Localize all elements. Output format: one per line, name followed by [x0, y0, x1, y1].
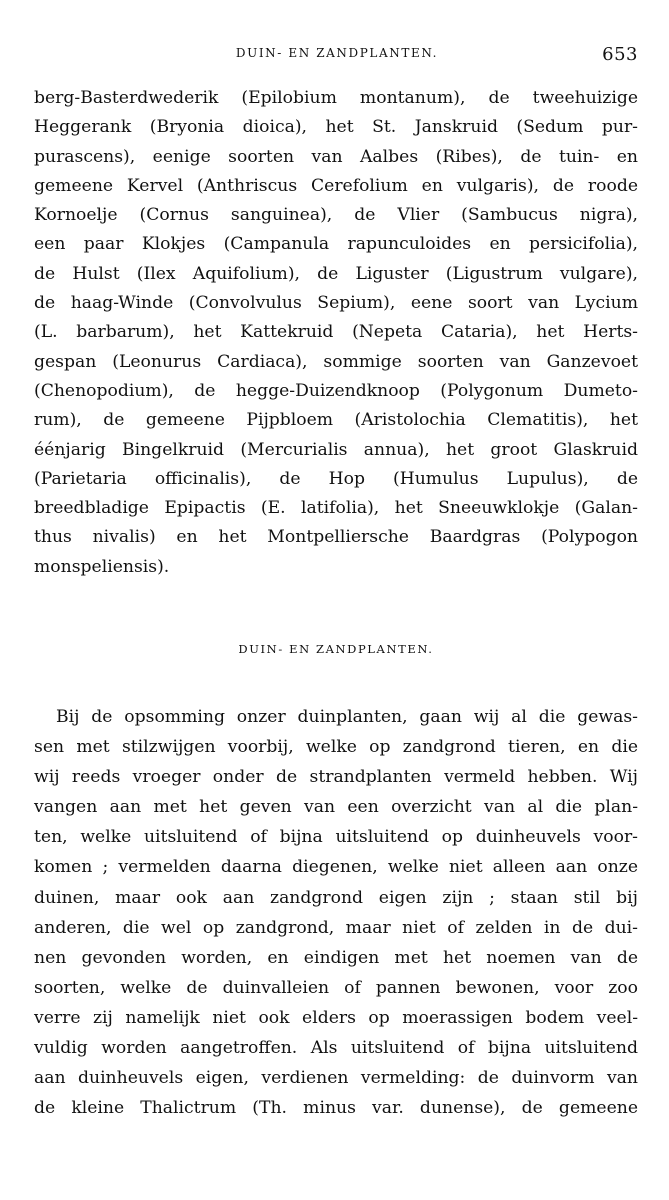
text-line: berg-Basterdwederik (Epilobium montanum), de tweehuizige: [34, 88, 638, 108]
text-line: Heggerank (Bryonia dioica), het St. Janskruid (Sedum pur-: [34, 117, 638, 138]
text-line: aan duinheuvels eigen, verdienen vermelding: de duinvorm van: [34, 1068, 638, 1089]
text-line: rum), de gemeene Pijpbloem (Aristolochia Clematitis), het: [34, 410, 638, 431]
text-line: breedbladige Epipactis (E. latifolia), het Sneeuwklokje (Galan-: [34, 498, 638, 519]
section-heading: DUIN- EN ZANDPLANTEN.: [238, 642, 434, 656]
text-line: thus nivalis) en het Montpelliersche Baardgras (Polypogon: [34, 527, 638, 548]
text-line: wij reeds vroeger onder de strandplanten vermeld hebben. Wij: [34, 767, 638, 788]
text-line: (Chenopodium), de hegge-Duizendknoop (Polygonum Dumeto-: [34, 380, 638, 401]
text-line: verre zij namelijk niet ook elders op moerassigen bodem veel-: [34, 1007, 638, 1028]
text-line: (Parietaria officinalis), de Hop (Humulus Lupulus), de: [34, 468, 638, 489]
text-line: (L. barbarum), het Kattekruid (Nepeta Cataria), het Herts-: [34, 322, 638, 343]
text-line: komen ; vermelden daarna diegenen, welke niet alleen aan onze: [34, 857, 638, 878]
text-line: de haag-Winde (Convolvulus Sepium), eene soort van Lycium: [34, 293, 638, 314]
text-line: een paar Klokjes (Campanula rapunculoides en persicifolia),: [34, 234, 638, 255]
page-number: 653: [602, 44, 638, 65]
running-head: [34, 44, 640, 68]
text-line: duinen, maar ook aan zandgrond eigen zijn ; staan stil bij: [34, 887, 638, 908]
text-line: ten, welke uitsluitend of bijna uitsluitend op duinheuvels voor-: [34, 827, 638, 848]
text-line: nen gevonden worden, en eindigen met het noemen van de: [34, 947, 638, 968]
text-line: gemeene Kervel (Anthriscus Cerefolium en vulgaris), de roode: [34, 175, 638, 196]
text-line: de kleine Thalictrum (Th. minus var. dunense), de gemeene: [34, 1098, 638, 1119]
paragraph-dune-plants: [34, 702, 638, 1123]
paragraph-plant-list: [34, 84, 638, 582]
text-line: Kornoelje (Cornus sanguinea), de Vlier (Sambucus nigra),: [34, 205, 638, 226]
text-line: éénjarig Bingelkruid (Mercurialis annua), het groot Glaskruid: [34, 439, 638, 460]
text-line: sen met stilzwijgen voorbij, welke op zandgrond tieren, en die: [34, 737, 638, 758]
running-title: DUIN- EN ZANDPLANTEN.: [235, 46, 439, 60]
text-line: Bij de opsomming onzer duinplanten, gaan wij al die gewas-: [56, 707, 638, 727]
text-line: soorten, welke de duinvalleien of pannen bewonen, voor zoo: [34, 977, 638, 998]
text-line: gespan (Leonurus Cardiaca), sommige soorten van Ganzevoet: [34, 351, 638, 372]
text-line: de Hulst (Ilex Aquifolium), de Liguster (Ligustrum vulgare),: [34, 263, 638, 284]
text-line: anderen, die wel op zandgrond, maar niet of zelden in de dui-: [34, 917, 638, 938]
text-line: purascens), eenige soorten van Aalbes (Ribes), de tuin- en: [34, 146, 638, 167]
text-line: vangen aan met het geven van een overzicht van al die plan-: [34, 797, 638, 818]
text-line: vuldig worden aangetroffen. Als uitsluitend of bijna uitsluitend: [34, 1038, 638, 1059]
text-line: monspeliensis).: [34, 556, 170, 577]
